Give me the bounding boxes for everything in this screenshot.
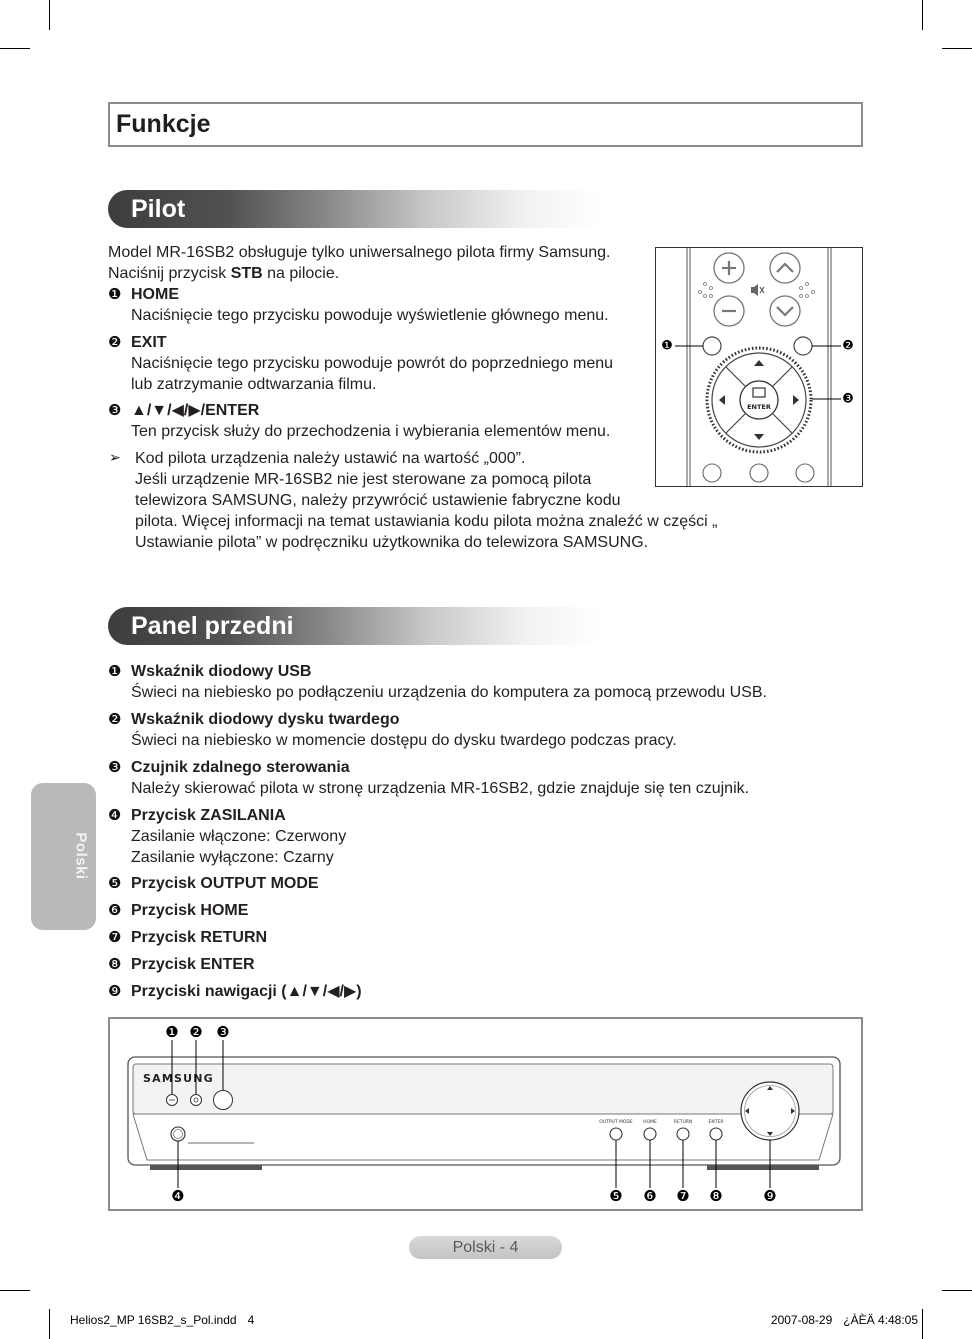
brand-logo: SAMSUNG [143,1072,214,1085]
crop-mark-bottom-right-h [942,1290,972,1291]
note-line: Jeśli urządzenie MR-16SB2 nie jest sterowane za pomocą pilota [135,471,592,488]
hdd-led-indicator [191,1095,202,1106]
panel-item-title: Przycisk HOME [131,902,249,919]
pilot-item-desc: Naciśnięcie tego przycisku powoduje powrót do poprzedniego menu [131,355,614,372]
crop-mark-bottom-left-h [0,1290,30,1291]
volume-down-button [714,296,744,326]
section-title-front-panel: Panel przedni [131,612,294,640]
crop-mark-bottom-left-v [49,1309,50,1339]
callout-number-4: ❹ [171,1187,185,1205]
panel-item-desc: Zasilanie włączone: Czerwony [131,828,347,845]
callout-number-2: ❷ [189,1023,203,1041]
panel-item-home [108,900,767,921]
home-label: HOME [643,1120,657,1125]
pilot-item-title: HOME [131,286,179,303]
pilot-note [108,448,717,553]
pilot-item-title: ▲/▼/◀/▶/ENTER [131,402,260,419]
home-button [703,337,721,355]
pilot-item-navigation [108,400,717,442]
callout-number-5: ❺ [609,1187,623,1205]
page-number: Polski - 4 [409,1236,562,1259]
panel-item-remote-sensor [108,757,767,799]
volume-up-button [714,253,744,283]
panel-item-usb-led [108,661,767,703]
return-label: RETURN [673,1120,693,1125]
panel-item-enter [108,954,767,975]
language-side-tab-label: Polski [72,832,89,880]
pilot-item-desc: Ten przycisk służy do przechodzenia i wybierania elementów menu. [131,423,611,440]
pilot-intro-line: Model MR-16SB2 obsługuje tylko uniwersalnego pilota firmy Samsung. [108,244,611,261]
panel-item-title: Wskaźnik diodowy dysku twardego [131,711,400,728]
callout-number-3: ❸ [216,1023,230,1041]
callout-number-9: ❾ [108,982,122,1000]
panel-item-desc: Należy skierować pilota w stronę urządzenia MR-16SB2, gdzie znajduje się ten czujnik. [131,780,750,797]
slug-time: ¿ÀÈÄ 4:48:05 [843,1313,918,1327]
note-line: pilota. Więcej informacji na temat ustawiania kodu pilota można znaleźć w części „ [135,513,718,530]
front-panel-illustration [108,1017,863,1211]
panel-item-desc: Zasilanie wyłączone: Czarny [131,849,334,866]
callout-number-6: ❻ [643,1187,657,1205]
callout-number-4: ❹ [108,806,122,824]
callout-number-8: ❽ [709,1187,723,1205]
remote-bottom-button [750,464,768,482]
panel-item-navigation [108,981,767,1002]
pilot-item-desc: lub zatrzymanie odtwarzania filmu. [131,376,377,393]
panel-item-title: Przycisk ZASILANIA [131,807,286,824]
panel-item-title: Przyciski nawigacji (▲/▼/◀/▶) [131,983,362,1000]
enter-button [710,1128,722,1140]
print-slug-timestamp [771,1313,918,1327]
slug-date: 2007-08-29 [770,1313,833,1327]
stb-key-label: STB [230,265,263,282]
callout-number-8: ❽ [108,955,122,973]
note-line: Kod pilota urządzenia należy ustawić na wartość „000”. [135,450,526,467]
panel-item-desc: Świeci na niebiesko po podłączeniu urządzenia do komputera za pomocą przewodu USB. [131,684,767,701]
exit-button [794,337,812,355]
pilot-item-home [108,284,717,326]
device-body [128,1057,840,1170]
panel-item-hdd-led [108,709,767,751]
remote-sensor [214,1091,233,1110]
section-header-front-panel [108,607,600,645]
section-header-pilot [108,190,600,228]
callout-number-3: ❸ [842,391,854,407]
callout-number-1: ❶ [108,662,122,680]
page-title-box [108,102,863,147]
crop-mark-top-right-h [942,48,972,49]
power-button [171,1127,185,1141]
remote-bottom-button [703,464,721,482]
callout-number-1: ❶ [165,1023,179,1041]
device-foot [150,1165,262,1170]
page-title: Funkcje [116,110,211,138]
note-arrow-icon: ➢ [109,450,121,466]
crop-mark-bottom-right-v [922,1309,923,1339]
enter-label: ENTER [708,1120,724,1125]
output-mode-button [610,1128,622,1140]
callout-number-2: ❷ [108,710,122,728]
channel-up-button [770,253,800,283]
pilot-intro-line-2 [108,263,717,284]
note-line: telewizora SAMSUNG, należy przywrócić ustawienie fabryczne kodu [135,492,621,509]
device-foot [707,1165,819,1170]
panel-item-title: Przycisk ENTER [131,956,255,973]
callout-number-5: ❺ [108,874,122,892]
return-button [677,1128,689,1140]
section-title-pilot: Pilot [131,195,186,223]
home-button [644,1128,656,1140]
enter-button [740,381,778,419]
remote-bottom-button [796,464,814,482]
panel-item-power [108,805,767,868]
callout-number-3: ❸ [108,401,122,419]
callout-number-9: ❾ [763,1187,777,1205]
callout-number-1: ❶ [108,285,122,303]
front-panel-list [108,661,767,1002]
usb-led-indicator [167,1095,178,1106]
panel-item-title: Czujnik zdalnego sterowania [131,759,350,776]
panel-item-return [108,927,767,948]
note-line: Ustawianie pilota” w podręczniku użytkownika do telewizora SAMSUNG. [135,534,649,551]
crop-mark-top-left-v [49,0,50,30]
pilot-text [108,242,717,553]
remote-control-illustration [655,247,863,487]
crop-mark-top-left-h [0,48,30,49]
panel-item-output-mode [108,873,767,894]
panel-item-title: Przycisk OUTPUT MODE [131,875,319,892]
print-slug-file [70,1313,254,1327]
callout-number-2: ❷ [842,338,854,354]
pilot-item-desc: Naciśnięcie tego przycisku powoduje wyświetlenie głównego menu. [131,307,609,324]
channel-down-button [770,296,800,326]
callout-number-6: ❻ [108,901,122,919]
output-mode-label: OUTPUT MODE [599,1120,633,1125]
callout-number-7: ❼ [108,928,122,946]
panel-item-title: Przycisk RETURN [131,929,268,946]
slug-filename: Helios2_MP 16SB2_s_Pol.indd [70,1313,237,1327]
callout-number-1: ❶ [661,338,673,354]
slug-page-number: 4 [247,1313,255,1327]
callout-number-3: ❸ [108,758,122,776]
callout-number-7: ❼ [676,1187,690,1205]
navigation-ring [741,1082,799,1140]
pilot-intro-post: na pilocie. [262,265,340,282]
callout-number-2: ❷ [108,333,122,351]
pilot-item-exit [108,332,717,395]
pilot-intro-pre: Naciśnij przycisk [108,265,231,282]
pilot-item-title: EXIT [131,334,167,351]
panel-item-desc: Świeci na niebiesko w momencie dostępu do dysku twardego podczas pracy. [131,732,677,749]
enter-label: ENTER [747,403,771,411]
panel-item-title: Wskaźnik diodowy USB [131,663,312,680]
crop-mark-top-right-v [922,0,923,30]
language-side-tab [31,783,96,930]
